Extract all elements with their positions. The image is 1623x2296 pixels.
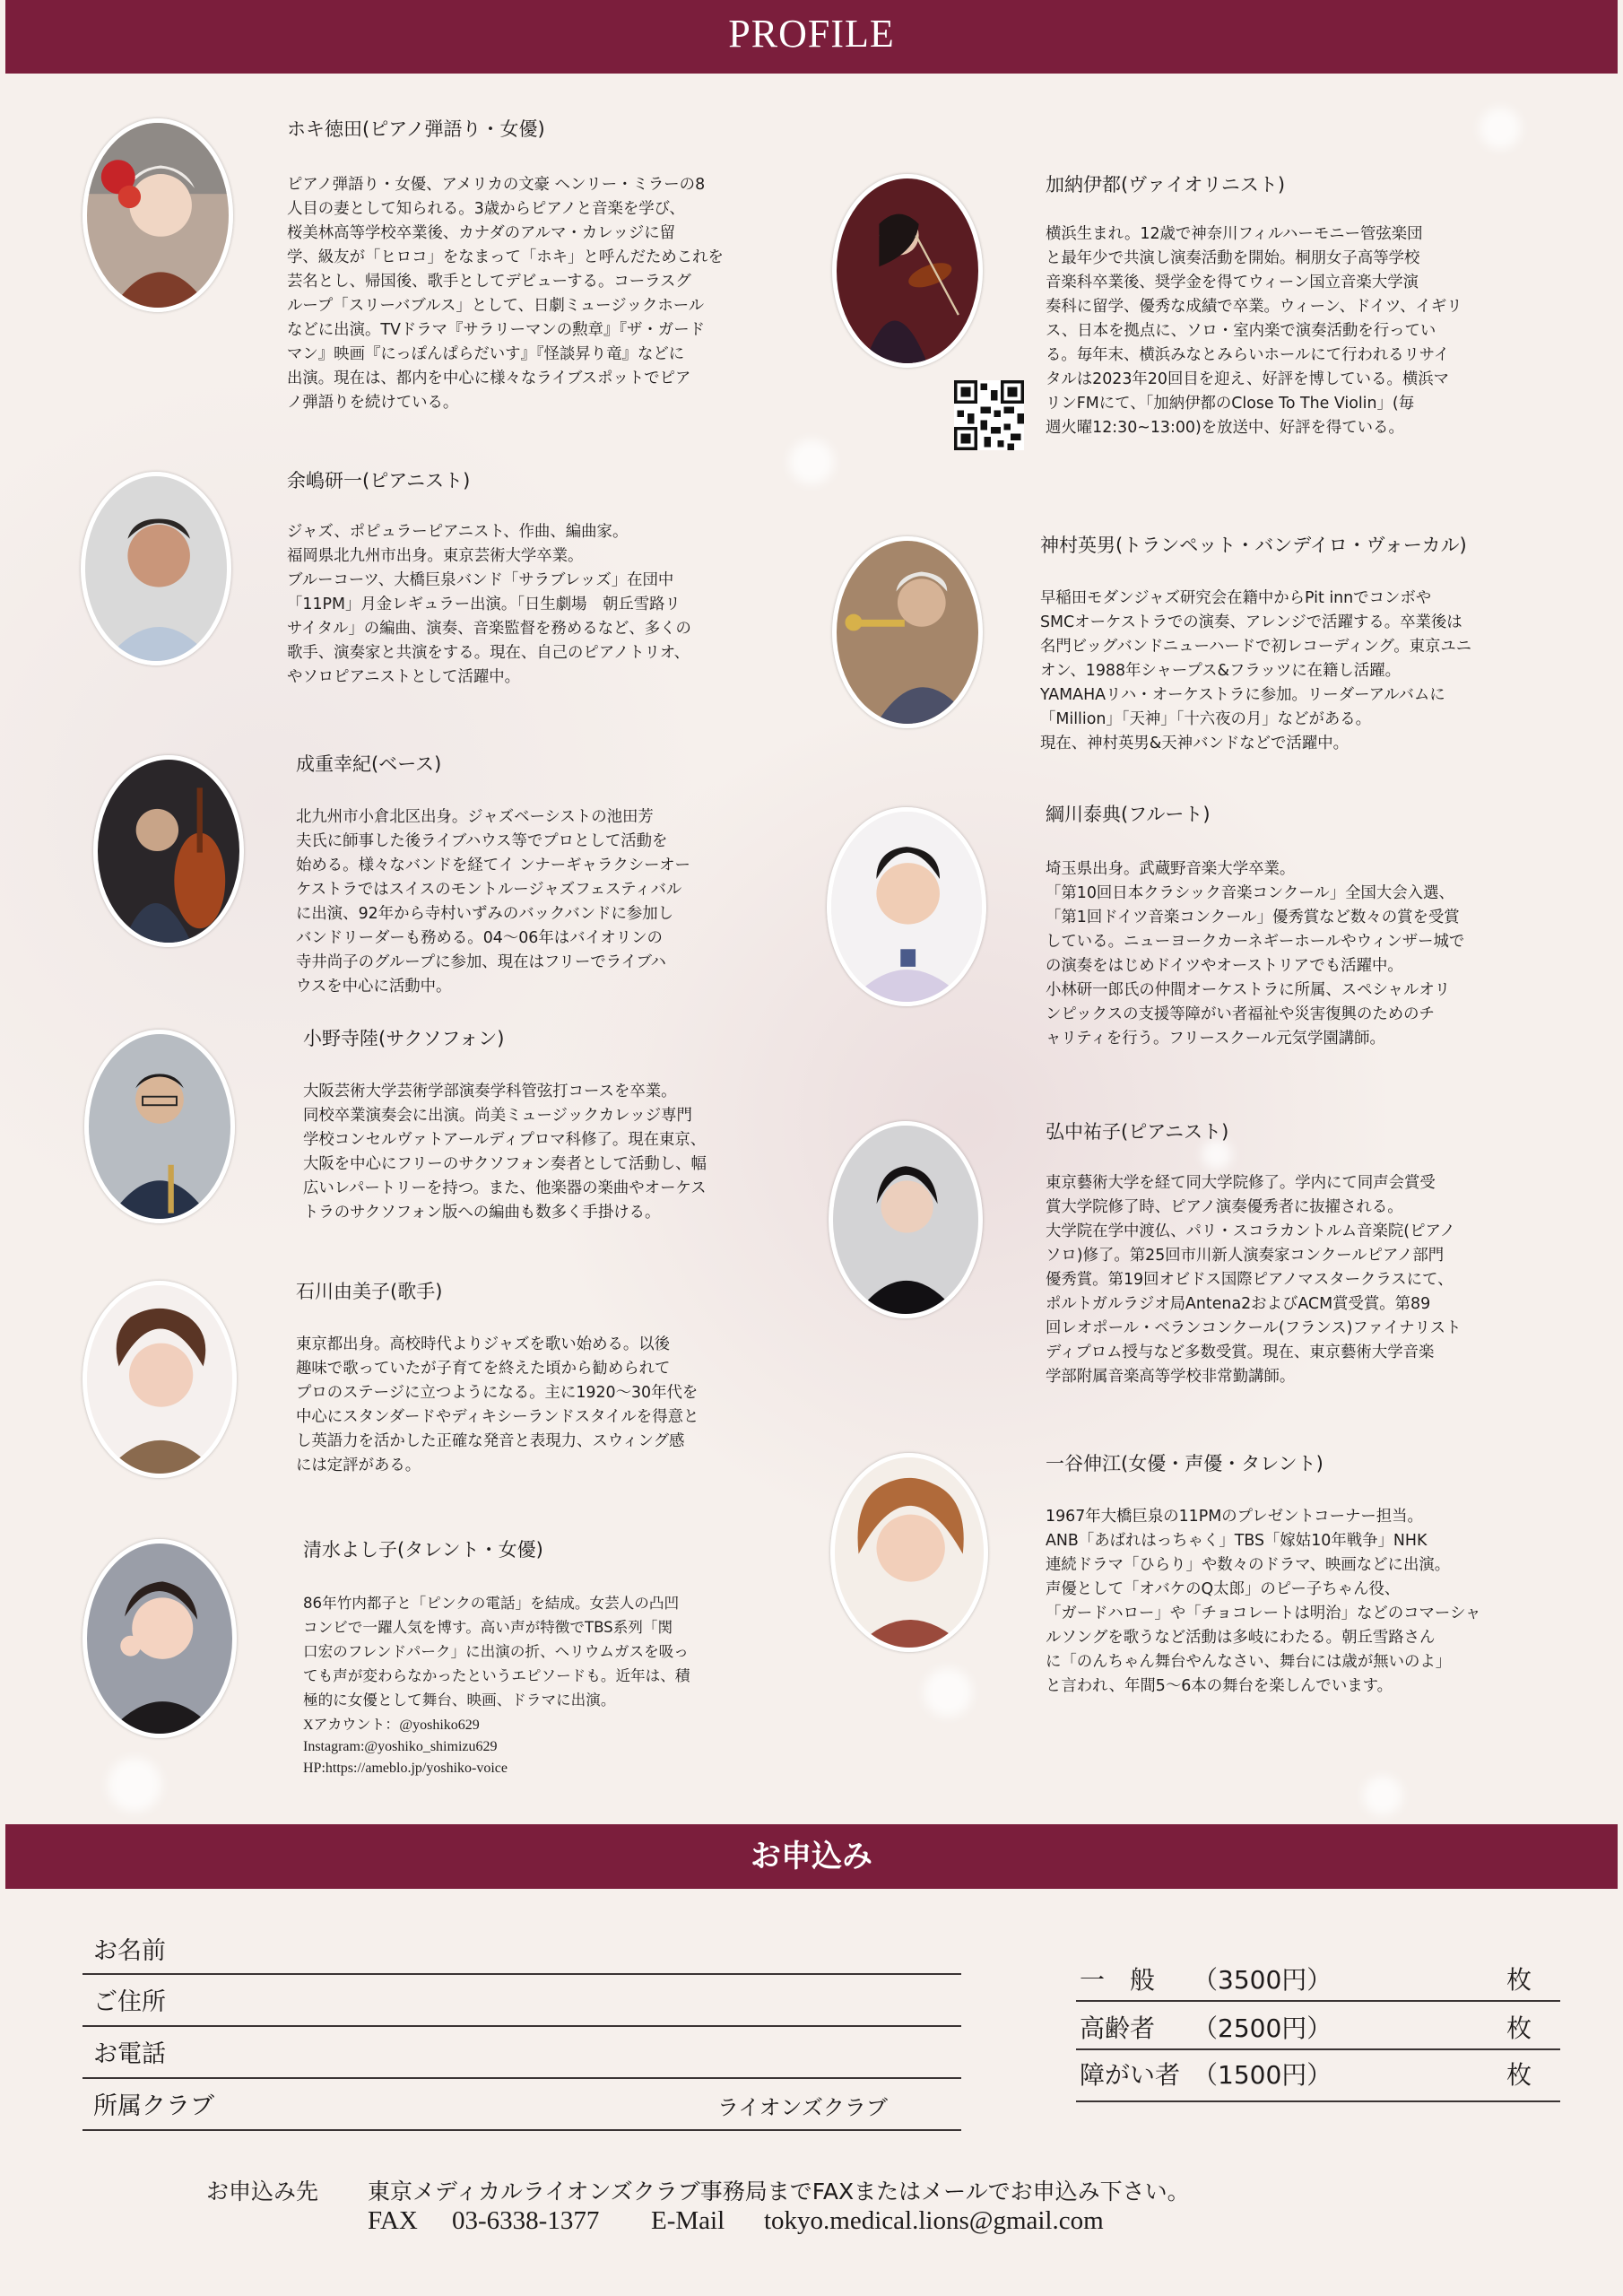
fee-label: 高齢者	[1080, 2013, 1156, 2043]
portrait-photo	[827, 807, 986, 1006]
portrait-photo	[82, 118, 233, 312]
performer-bio: 埼玉県出身。武蔵野音楽大学卒業。 「第10回日本クラシック音楽コンクール」全国大会入選、 「第1回ドイツ音楽コンクール」優秀賞など数々の賞を受賞 している。ニューヨークカーネギーホールやウィンザー城で の演奏をはじめドイツやオーストリアでも活躍中。 小林研一郎氏の仲間オーケストラに所属、スペシャルオリ ンピックスの支援等障がい者福祉や災害復興のためのチ ャリティを行う。フリースクール元気学園講師。	[1046, 860, 1465, 1048]
fee-unit: 枚	[1506, 2060, 1532, 2090]
ticket-count-senior-field[interactable]	[1076, 2048, 1560, 2050]
portrait-photo	[832, 536, 983, 728]
portrait-photo	[82, 1539, 237, 1738]
fee-label: 一 般	[1080, 1965, 1156, 1995]
performer-bio: 横浜生まれ。12歳で神奈川フィルハーモニー管弦楽団 と最年少で共演し演奏活動を開始。桐朋女子高等学校 音楽科卒業後、奨学金を得てウィーン国立音楽大学演 奏科に留学、優秀な成績で卒業。ウィーン、ドイツ、イギリ ス、日本を拠点に、ソロ・室内楽で演奏活動を行ってい る。毎年末、横浜みなとみらいホールにて行われるリサイ タルは2023年20回目を迎え、好評を博している。横浜マ リンFMにて、「加納伊都のClose To The Violin」(毎 週火曜12:30~13:00)を放送中、好評を得ている。	[1046, 225, 1462, 437]
performer-bio: 大阪芸術大学芸術学部演奏学科管弦打コースを卒業。 同校卒業演奏会に出演。尚美ミュージックカレッジ専門 学校コンセルヴァトアールディプロマ科修了。現在東京、 大阪を中心にフリーのサクソフォン奏者として活動し、幅 広いレパートリーを持つ。また、他楽器の楽曲やオーケス トラのサクソフォン版への編曲も数多く手掛ける。	[303, 1083, 707, 1222]
phone-field[interactable]	[82, 2077, 961, 2079]
performer-name: 弘中祐子(ピアニスト)	[1046, 1121, 1229, 1143]
performer-name: ホキ徳田(ピアノ弾語り・女優)	[287, 118, 545, 140]
performer-social-links: Xアカウント：@yoshiko629 Instagram:@yoshiko_shimizu629 HP:https://ameblo.jp/yoshiko-voice	[303, 1718, 508, 1776]
email-label: E-Mail	[651, 2206, 725, 2235]
contact-text: 東京メディカルライオンズクラブ事務局までFAXまたはメールでお申込み下さい。	[368, 2179, 1190, 2205]
performer-name: 小野寺陸(サクソフォン)	[303, 1028, 505, 1049]
performer-bio: 東京都出身。高校時代よりジャズを歌い始める。以後 趣味で歌っていたが子育てを終えた頃から勧められて プロのステージに立つようになる。主に1920～30年代を 中心にスタンダードやディキシーランドスタイルを得意と し英語力を活かした正確な発音と表現力、スウィング感 には定評がある。	[296, 1335, 699, 1474]
club-suffix-label: ライオンズクラブ	[717, 2095, 888, 2120]
fee-price: （3500円）	[1193, 1965, 1332, 1995]
bokeh-light	[924, 1668, 972, 1717]
performer-bio: ジャズ、ポピュラーピアニスト、作曲、編曲家。 福岡県北九州市出身。東京芸術大学卒業。 ブルーコーツ、大橋巨泉バンド「サラブレッズ」在団中 「11PM」月金レギュラー出演。「日生劇場 朝丘雪路リ サイタル」の編曲、演奏、音楽監督を務めるなど、多くの 歌手、演奏家と共演をする。現在、自己のピアノトリオ、 やソロピアニストとして活躍中。	[287, 523, 691, 686]
phone-label: お電話	[93, 2040, 166, 2068]
profile-header-band	[5, 0, 1618, 74]
portrait-photo	[84, 1030, 235, 1223]
performer-name: 清水よし子(タレント・女優)	[303, 1539, 543, 1561]
performer-name: 石川由美子(歌手)	[296, 1281, 443, 1302]
address-label: ご住所	[93, 1988, 166, 2016]
performer-name: 神村英男(トランペット・バンデイロ・ヴォーカル)	[1040, 535, 1467, 556]
club-field[interactable]	[82, 2129, 961, 2131]
fee-unit: 枚	[1506, 1965, 1532, 1995]
portrait-photo	[829, 1121, 983, 1318]
qr-code-icon[interactable]	[954, 380, 1024, 450]
fee-label: 障がい者	[1080, 2060, 1181, 2090]
bokeh-light	[1480, 108, 1521, 149]
club-label: 所属クラブ	[93, 2092, 214, 2120]
profile-title: PROFILE	[728, 12, 895, 56]
bokeh-light	[1363, 1776, 1402, 1815]
bokeh-light	[108, 1758, 161, 1812]
performer-name: 加納伊都(ヴァイオリニスト)	[1046, 174, 1286, 196]
fax-label: FAX	[368, 2206, 418, 2235]
performer-bio: 東京藝術大学を経て同大学院修了。学内にて同声会賞受 賞大学院修了時、ピアノ演奏優秀者に抜擢される。 大学院在学中渡仏、パリ・スコラカントルム音楽院(ピアノ ソロ)修了。第25回市川新人演奏家コンクールピアノ部門 優秀賞。第19回オビドス国際ピアノマスタークラスにて、 ポルトガルラジオ局Antena2およびACM賞受賞。第89 回レオポール・ベランコンクール(フランス)ファイナリスト ディプロム授与など多数受賞。現在、東京藝術大学音楽 学部附属音楽高等学校非常勤講師。	[1046, 1174, 1462, 1386]
application-title: お申込み	[751, 1839, 872, 1874]
email-link[interactable]: tokyo.medical.lions@gmail.com	[764, 2206, 1104, 2235]
performer-bio: 早稲田モダンジャズ研究会在籍中からPit innでコンボや SMCオーケストラでの演奏、アレンジで活躍する。卒業後は 名門ビッグバンドニューハードで初レコーディング。東京ユニ オン、1988年シャープス&フラッツに在籍し活躍。 YAMAHAリハ・オーケストラに参加。リーダーアルバムに 「Million」「天神」「十六夜の月」などがある。 現在、神村英男&天神バンドなどで活躍中。	[1040, 589, 1472, 752]
performer-bio: ピアノ弾語り・女優、アメリカの文豪 ヘンリー・ミラーの8 人目の妻として知られる。3歳からピアノと音楽を学び、 桜美林高等学校卒業後、カナダのアルマ・カレッジに留 学、級友が「ヒロコ」をなまって「ホキ」と呼んだためこれを 芸名とし、帰国後、歌手としてデビューする。コーラスグ ループ「スリーバブルス」として、日劇ミュージックホール などに出演。TVドラマ『サラリーマンの勲章』『ザ・ガード マン』映画『にっぽんぱらだいす』『怪談昇り竜』などに 出演。現在は、都内を中心に様々なライブスポットでピア ノ弾語りを続けている。	[287, 176, 724, 412]
portrait-photo	[81, 472, 231, 665]
fee-price: （1500円）	[1193, 2060, 1332, 2090]
ticket-count-disabled-field[interactable]	[1076, 2100, 1560, 2102]
portrait-photo	[832, 174, 983, 368]
portrait-photo	[82, 1281, 237, 1478]
bokeh-light	[789, 439, 834, 484]
portrait-photo	[830, 1453, 988, 1652]
performer-name: 綱川泰典(フルート)	[1046, 804, 1211, 825]
name-field[interactable]	[82, 1973, 961, 1975]
name-label: お名前	[93, 1937, 166, 1965]
address-field[interactable]	[82, 2025, 961, 2027]
contact-label: お申込み先	[206, 2179, 319, 2205]
performer-bio: 北九州市小倉北区出身。ジャズベーシストの池田芳 夫氏に師事した後ライブハウス等でプロとして活動を 始める。様々なバンドを経てイ ンナーギャラクシーオー ケストラではスイスのモントルージャズフェスティバル に出演、92年から寺村いずみのバックバンドに参加し バンドリーダーも務める。04～06年はバイオリンの 寺井尚子のグループに参加、現在はフリーでライブハ ウスを中心に活動中。	[296, 808, 690, 996]
application-header-band	[5, 1824, 1618, 1889]
portrait-photo	[93, 755, 244, 947]
fax-number[interactable]: 03-6338-1377	[452, 2206, 600, 2235]
fee-unit: 枚	[1506, 2013, 1532, 2043]
performer-name: 成重幸紀(ベース)	[296, 753, 442, 775]
performer-name: 余嶋研一(ピアニスト)	[287, 470, 471, 491]
ticket-count-general-field[interactable]	[1076, 2000, 1560, 2002]
performer-bio: 86年竹内都子と「ピンクの電話」を結成。女芸人の凸凹 コンビで一躍人気を博す。高い声が特徴でTBS系列「関 口宏のフレンドパーク」に出演の折、ヘリウムガスを吸っ ても声が変わらなかったというエピソードも。近年は、積 極的に女優として舞台、映画、ドラマに出演。	[303, 1595, 690, 1709]
performer-name: 一谷伸江(女優・声優・タレント)	[1046, 1453, 1324, 1474]
fee-price: （2500円）	[1193, 2013, 1332, 2043]
performer-bio: 1967年大橋巨泉の11PMのプレゼントコーナー担当。 ANB「あばれはっちゃく」TBS「嫁姑10年戦争」NHK 連続ドラマ「ひらり」や数々のドラマ、映画などに出演。 声優として「オバケのQ太郎」のピー子ちゃん役、 「ガードハロー」や「チョコレートは明治」などのコマーシャ ルソングを歌うなど活動は多岐にわたる。朝丘雪路さん に「のんちゃん舞台やんなさい、舞台には歳が無いのよ」 と言われ、年間5～6本の舞台を楽しんでいます。	[1046, 1508, 1481, 1695]
